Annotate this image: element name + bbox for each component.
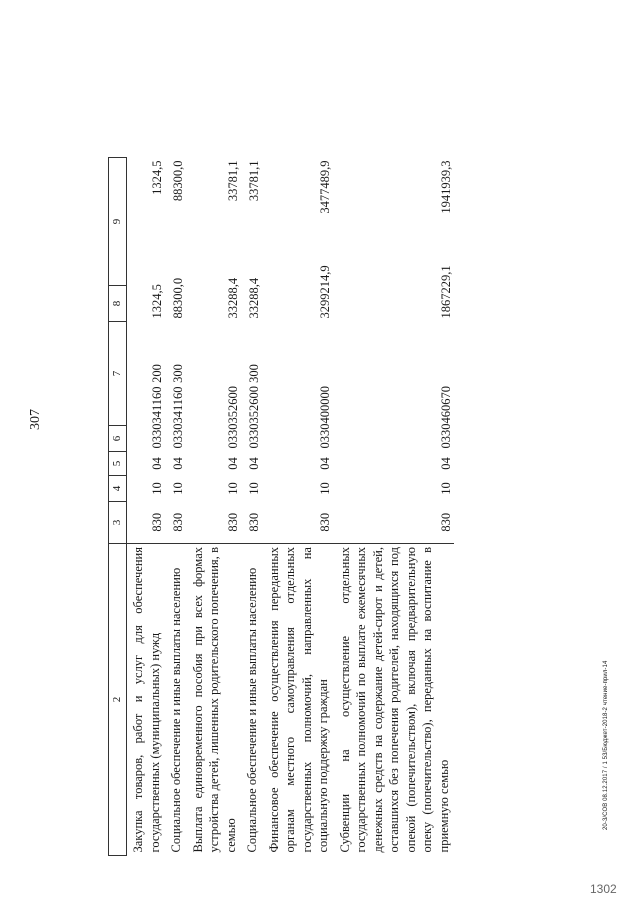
cell-amount-col8: 3299214,9 — [318, 265, 332, 319]
cell-target-article: 0330400000 — [318, 386, 332, 449]
cell-amount-col9: 1324,5 — [149, 160, 164, 195]
row-description: Субвенции на осуществление отдельных государственных полномочий по выплате ежемесячных денежных средств на содержание детей-сирот и детей, оставшихся без попечения родителей, находящихся под опекой (попечительством), включая предварительную опеку (попечительство), переданных на воспитание в приемную семью — [334, 544, 455, 856]
table-row — [127, 38, 166, 856]
cell-ministry-code: 830 — [318, 512, 332, 532]
cell-amount-col8: 88300,0 — [171, 277, 185, 319]
rotated-page-content — [108, 38, 588, 856]
cell-section: 10 — [149, 482, 164, 495]
header-col-9: 9 — [109, 158, 127, 286]
table-row — [165, 38, 187, 856]
cell-amount-col8: 1867229,1 — [438, 265, 453, 319]
cell-amount-col9: 33781,1 — [247, 160, 261, 202]
row-description: Финансовое обеспечение осуществления переданных органам местного самоуправления отдельных государственных полномочий, направленных на социальную поддержку граждан — [263, 544, 334, 856]
cell-amount-col9: 88300,0 — [171, 160, 185, 202]
cell-ministry-code: 830 — [438, 512, 453, 532]
header-col-5: 5 — [109, 452, 127, 476]
cell-expense-type — [334, 322, 455, 426]
sheet-number: 1302 — [590, 882, 617, 896]
cell-target-article: 0330352600 — [225, 386, 240, 449]
header-col-7: 7 — [109, 322, 127, 426]
cell-target-article: 0330341160 — [171, 386, 185, 449]
table-row — [263, 38, 334, 856]
cell-amount-col8: 33288,4 — [225, 277, 240, 319]
cell-subsection: 04 — [149, 457, 164, 470]
cell-expense-type: 300 — [171, 364, 185, 383]
header-col-2: 2 — [109, 544, 127, 856]
cell-amount-col8: 33288,4 — [247, 277, 261, 319]
cell-target-article: 0330460670 — [438, 386, 453, 449]
cell-subsection: 04 — [171, 457, 185, 470]
cell-section: 10 — [171, 482, 185, 495]
table-row — [241, 38, 263, 856]
table-row — [334, 38, 455, 856]
cell-ministry-code: 830 — [171, 512, 185, 532]
document-footer-code: 20-3/СОВ 08.12.2017 / 1 53/Бюджет-2018-2 чтение-прил-14 — [603, 660, 609, 830]
cell-ministry-code: 830 — [225, 512, 240, 532]
cell-amount-col9: 3477489,9 — [318, 160, 332, 214]
cell-section: 10 — [438, 482, 453, 495]
row-description: Социальное обеспечение и иные выплаты населению — [165, 544, 187, 856]
header-col-4: 4 — [109, 476, 127, 502]
cell-section: 10 — [225, 482, 240, 495]
header-col-8: 8 — [109, 286, 127, 322]
row-description: Социальное обеспечение и иные выплаты населению — [241, 544, 263, 856]
cell-subsection: 04 — [438, 457, 453, 470]
cell-subsection: 04 — [225, 457, 240, 470]
row-description: Закупка товаров, работ и услуг для обеспечения государственных (муниципальных) нужд — [127, 544, 166, 856]
cell-section: 10 — [247, 482, 261, 495]
cell-amount-col8: 1324,5 — [149, 284, 164, 319]
page-number: 307 — [28, 409, 43, 430]
header-col-3: 3 — [109, 502, 127, 544]
cell-amount-col9: 33781,1 — [225, 160, 240, 202]
table-row — [187, 38, 242, 856]
cell-section: 10 — [318, 482, 332, 495]
cell-expense-type: 300 — [247, 364, 261, 383]
cell-expense-type: 200 — [149, 364, 164, 383]
cell-subsection: 04 — [318, 457, 332, 470]
budget-table — [108, 38, 454, 857]
cell-amount-col9: 1941939,3 — [438, 160, 453, 214]
header-col-6: 6 — [109, 426, 127, 452]
row-description: Выплата единовременного пособия при всех формах устройства детей, лишенных родительского попечения, в семью — [187, 544, 242, 856]
table-header-row — [109, 38, 127, 856]
cell-target-article: 0330352600 — [247, 386, 261, 449]
cell-ministry-code: 830 — [149, 512, 164, 532]
cell-ministry-code: 830 — [247, 512, 261, 532]
cell-target-article: 0330341160 — [149, 386, 164, 449]
cell-subsection: 04 — [247, 457, 261, 470]
